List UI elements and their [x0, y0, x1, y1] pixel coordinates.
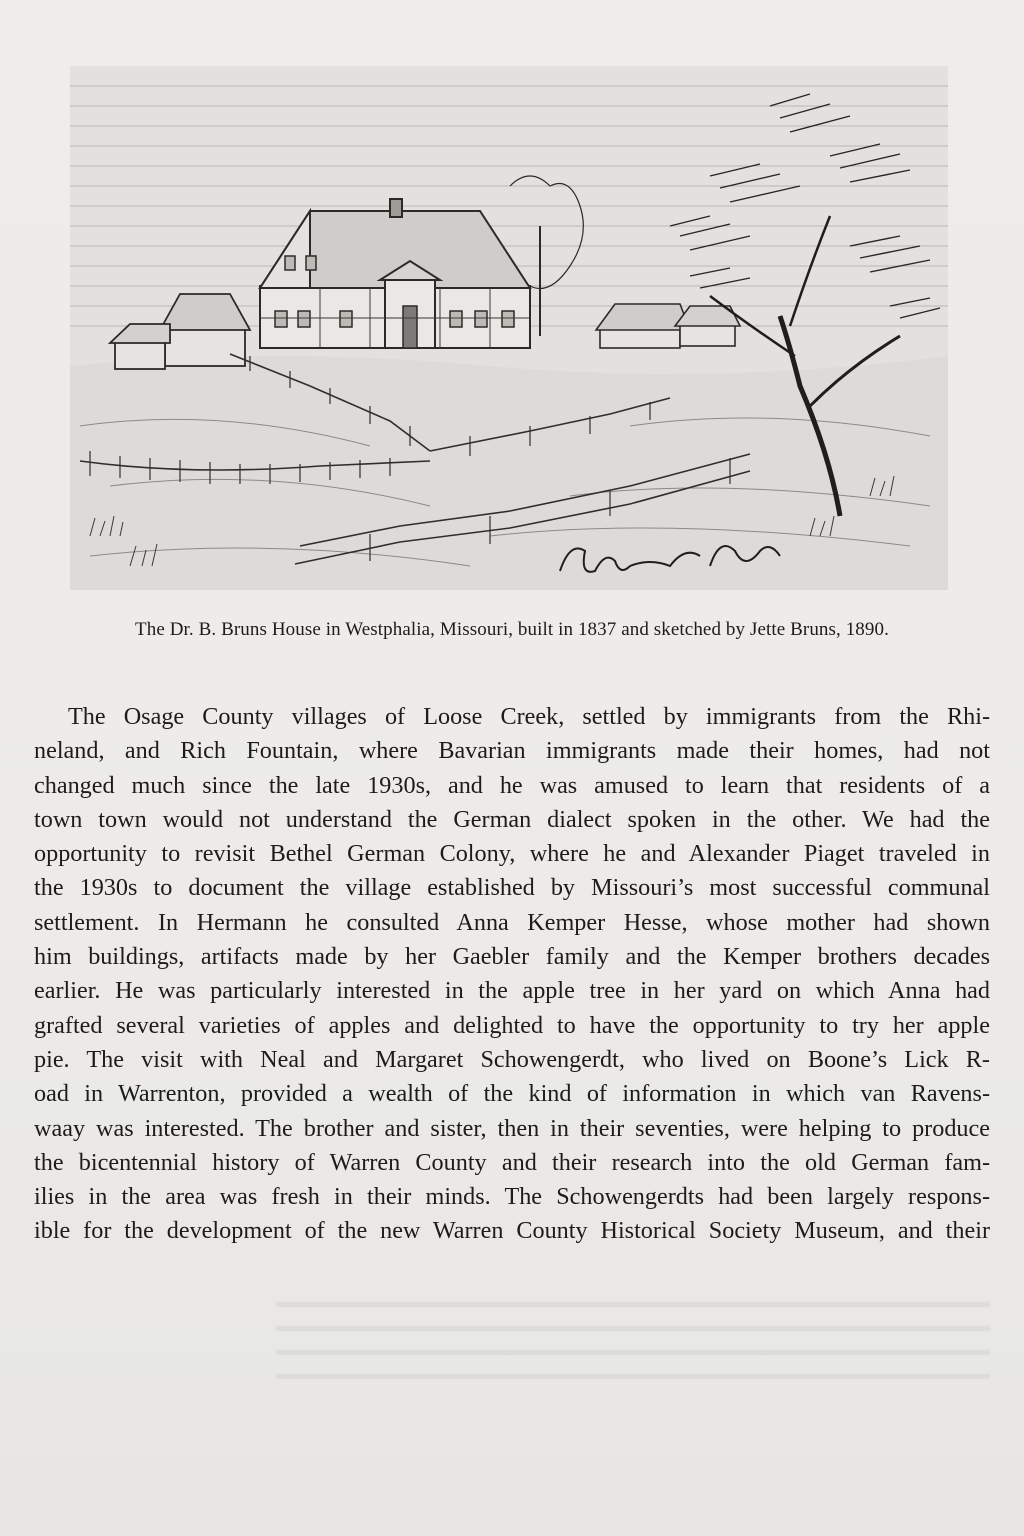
bleed-through-texture: ▬▬▬▬▬▬▬▬▬▬▬▬▬▬▬▬▬▬▬▬▬▬▬▬▬▬▬▬▬▬▬▬▬▬▬▬▬▬▬▬▬▬ ▬▬▬▬▬▬▬▬▬▬▬▬▬▬▬▬▬▬▬▬▬▬▬▬▬▬▬▬▬▬▬▬▬▬▬▬▬▬▬▬▬▬ ▬▬▬▬▬▬▬▬▬▬▬▬▬▬▬▬▬▬▬▬▬▬▬▬▬▬▬▬▬▬▬▬▬▬▬▬▬▬▬▬▬▬ ▬▬▬▬▬▬▬▬▬▬▬▬▬▬▬▬▬▬▬▬▬▬▬▬▬▬▬▬▬▬▬▬▬▬▬▬▬▬▬▬▬▬ — [276, 1292, 990, 1383]
text-line: ilies in the area was fresh in their minds. The Schowengerdts had been largely respons- — [34, 1183, 990, 1211]
text-line: grafted several varieties of apples and delighted to have the opportunity to try her apple — [34, 1011, 990, 1039]
text-line: ible for the development of the new Warren County Historical Society Museum, and their — [34, 1217, 990, 1245]
text-line: changed much since the late 1930s, and he was amused to learn that residents of a — [34, 771, 990, 799]
body-paragraph — [34, 700, 990, 1249]
figure-caption: The Dr. B. Bruns House in Westphalia, Missouri, built in 1837 and sketched by Jette Bruns, 1890. — [135, 619, 889, 640]
text-line: The Osage County villages of Loose Creek, settled by immigrants from the Rhi- — [68, 703, 990, 730]
text-line: neland, and Rich Fountain, where Bavarian immigrants made their homes, had not — [34, 737, 990, 765]
text-line: opportunity to revisit Bethel German Colony, where he and Alexander Piaget traveled in — [34, 840, 990, 868]
text-line: town town would not understand the German dialect spoken in the other. We had the — [34, 805, 990, 833]
house-sketch-illustration — [70, 66, 948, 590]
text-line: earlier. He was particularly interested in the apple tree in her yard on which Anna had — [34, 977, 990, 1005]
text-line: waay was interested. The brother and sister, then in their seventies, were helping to produce — [34, 1114, 990, 1142]
text-line: settlement. In Hermann he consulted Anna Kemper Hesse, whose mother had shown — [34, 908, 990, 936]
text-line: oad in Warrenton, provided a wealth of the kind of information in which van Ravens- — [34, 1080, 990, 1108]
text-line: pie. The visit with Neal and Margaret Schowengerdt, who lived on Boone’s Lick R- — [34, 1045, 990, 1073]
text-line: him buildings, artifacts made by her Gaebler family and the Kemper brothers decades — [34, 943, 990, 971]
text-line: the 1930s to document the village established by Missouri’s most successful communal — [34, 874, 990, 902]
text-line: the bicentennial history of Warren County and their research into the old German fam- — [34, 1148, 990, 1176]
